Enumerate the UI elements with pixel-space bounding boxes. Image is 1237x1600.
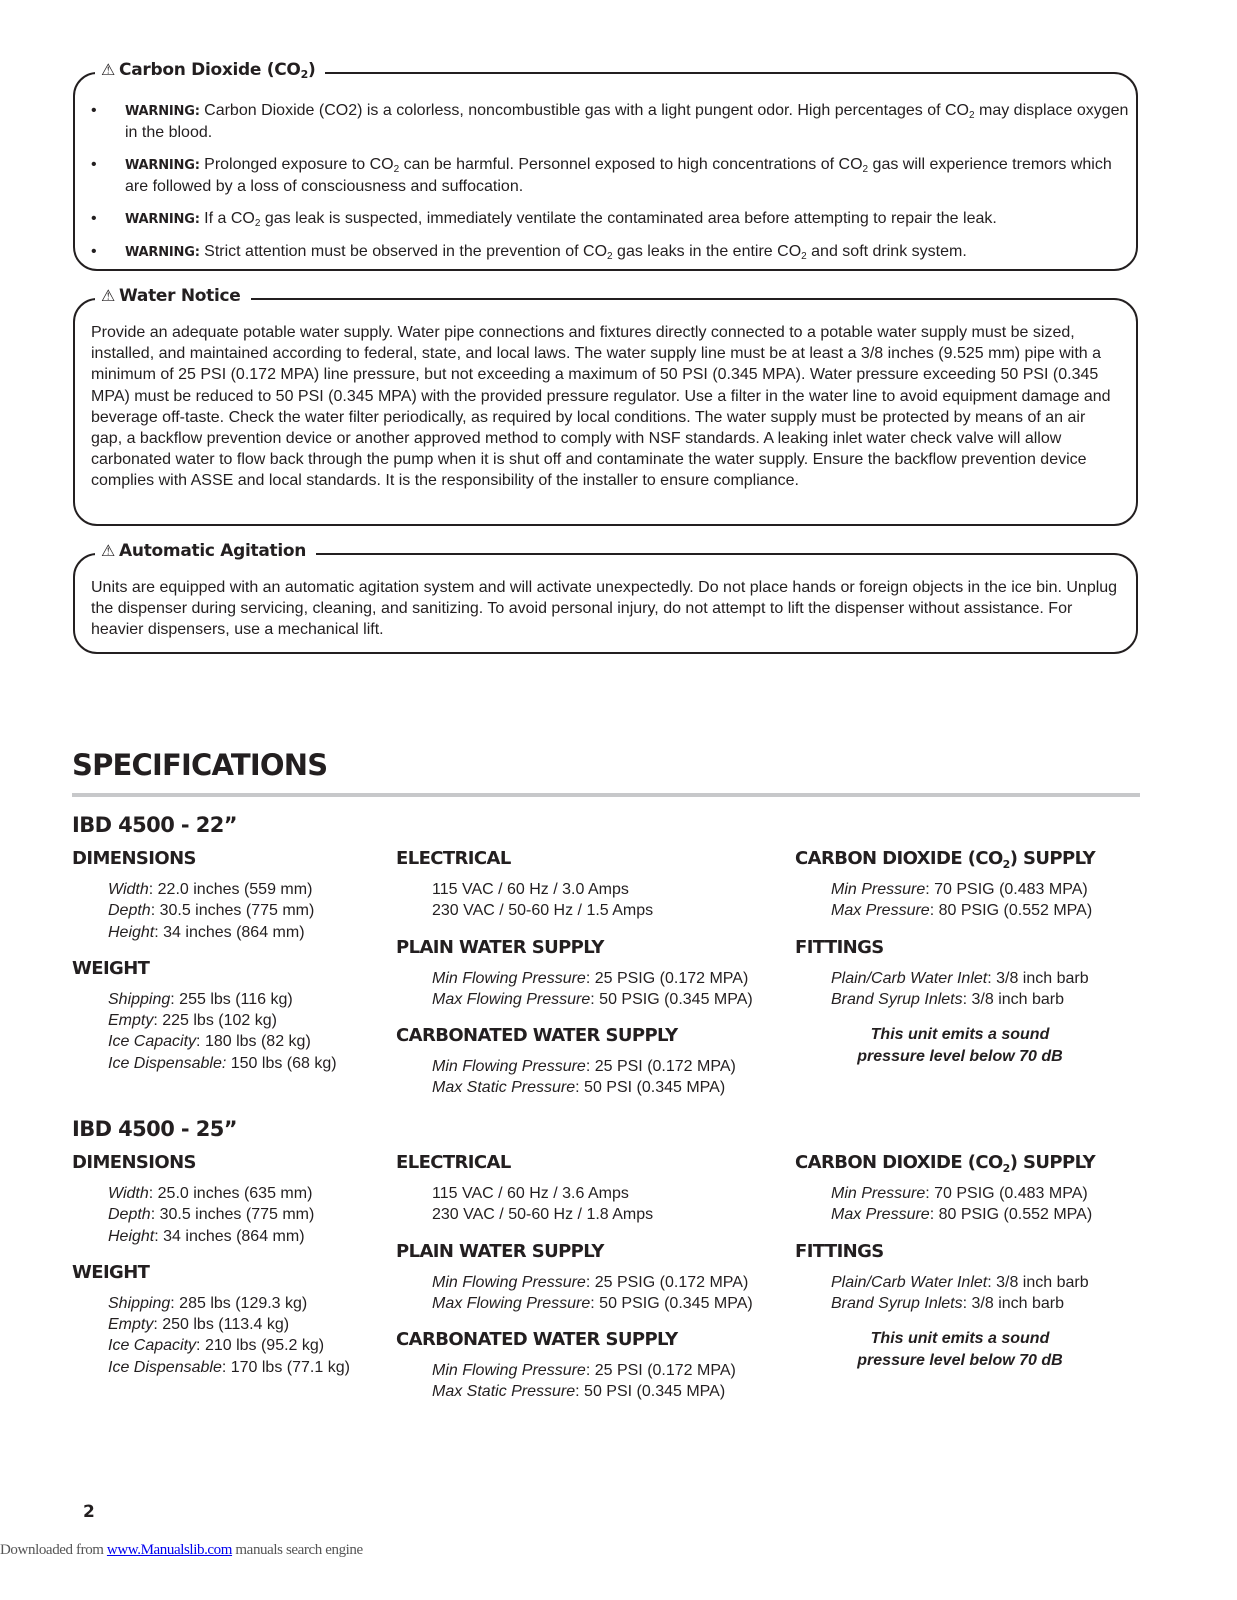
- section-divider: [72, 793, 1140, 797]
- co2-notice-box: [73, 60, 1138, 271]
- warning-item: • WARNING: If a $CO_2$ gas leak is suspected, immediately ventilate the contaminated area before attempting to repair the leak.: [91, 210, 997, 229]
- co2-supply-list: Min Pressure: 70 PSIG (0.483 MPA) Max Pressure: 80 PSIG (0.552 MPA): [831, 1185, 1093, 1224]
- electrical-water-column: [396, 1151, 796, 1417]
- weight-heading: WEIGHT: [72, 957, 150, 979]
- manualslib-link[interactable]: www.Manualslib.com: [106, 1542, 233, 1558]
- plain-water-heading: PLAIN WATER SUPPLY: [396, 936, 604, 958]
- specifications-heading: SPECIFICATIONS: [72, 748, 328, 782]
- model-title: IBD 4500 - 22”: [72, 813, 237, 837]
- weight-heading: WEIGHT: [72, 1261, 150, 1283]
- carbonated-water-heading: CARBONATED WATER SUPPLY: [396, 1329, 678, 1351]
- co2-supply-heading: CARBON DIOXIDE $(CO_2)$ SUPPLY: [795, 1152, 1096, 1175]
- agitation-notice-text: Units are equipped with an automatic agitation system and will activate unexpectedly. Do not place hands or foreign objects in the ice bin. Unplug the dispenser during servicing, cleaning, and sanitizing. To avoid personal injury, do not attempt to lift the dispenser without assistance. For heavier dispensers, use a mechanical lift.: [91, 579, 1118, 639]
- warning-icon: ⚠: [101, 286, 116, 305]
- water-notice-box: [73, 286, 1138, 526]
- co2-fittings-column: [795, 1151, 1195, 1372]
- warning-item: • WARNING: Strict attention must be observed in the prevention of $CO_2$ gas leaks in the entire $CO_2$ and soft drink system.: [91, 243, 967, 262]
- electrical-list: 115 VAC / 60 Hz / 3.0 Amps 230 VAC / 50-60 Hz / 1.5 Amps: [432, 881, 654, 920]
- download-footer: Downloaded from www.Manualslib.com manuals search engine: [0, 1542, 363, 1558]
- plain-water-list: Min Flowing Pressure: 25 PSIG (0.172 MPA) Max Flowing Pressure: 50 PSIG (0.345 MPA): [432, 969, 753, 1008]
- plain-water-heading: PLAIN WATER SUPPLY: [396, 1240, 604, 1262]
- carbonated-water-list: Min Flowing Pressure: 25 PSI (0.172 MPA) Max Static Pressure: 50 PSI (0.345 MPA): [432, 1058, 736, 1097]
- electrical-water-column: [396, 847, 796, 1113]
- carbonated-water-heading: CARBONATED WATER SUPPLY: [396, 1025, 678, 1047]
- water-notice-title: ⚠ Water Notice: [95, 284, 251, 308]
- model-title: IBD 4500 - 25”: [72, 1117, 237, 1141]
- dimensions-heading: DIMENSIONS: [72, 1152, 196, 1173]
- dimensions-list: Width: 22.0 inches (559 mm) Depth: 30.5 inches (775 mm) Height: 34 inches (864 mm): [108, 881, 315, 941]
- dimensions-heading: DIMENSIONS: [72, 848, 196, 869]
- dimensions-list: Width: 25.0 inches (635 mm) Depth: 30.5 inches (775 mm) Height: 34 inches (864 mm): [108, 1185, 315, 1245]
- co2-notice-title: ⚠ Carbon Dioxide $(CO_2)$: [95, 58, 325, 82]
- weight-list: Shipping: 285 lbs (129.3 kg) Empty: 250 lbs (113.4 kg) Ice Capacity: 210 lbs (95.2 kg) Ice Dispensable: 170 lbs (77.1 kg): [108, 1294, 350, 1376]
- carbonated-water-list: Min Flowing Pressure: 25 PSI (0.172 MPA) Max Static Pressure: 50 PSI (0.345 MPA): [432, 1362, 736, 1401]
- electrical-list: 115 VAC / 60 Hz / 3.6 Amps 230 VAC / 50-60 Hz / 1.8 Amps: [432, 1185, 654, 1224]
- fittings-heading: FITTINGS: [795, 1240, 884, 1262]
- water-notice-text: Provide an adequate potable water supply. Water pipe connections and fixtures directly connected to a potable water supply must be sized, installed, and maintained according to federal, state, and local laws. The water supply line must be at least a 3/8 inches (9.525 mm) pipe with a minimum of 25 PSI (0.172 MPA) line pressure, but not exceeding a maximum of 50 PSI (0.345 MPA). Water pressure exceeding 50 PSI (0.345 MPA) must be reduced to 50 PSI (0.345 MPA) with the provided pressure regulator. Use a filter in the water line to avoid equipment damage and beverage off-taste. Check the water filter periodically, as required by local conditions. The water supply must be protected by means of an air gap, a backflow prevention device or another approved method to comply with NSF standards. A leaking inlet water check valve will allow carbonated water to flow back through the pump when it is shut off and contaminate the water supply. Ensure the backflow prevention device complies with ASSE and local standards. It is the responsibility of the installer to ensure compliance.: [91, 324, 1111, 490]
- warning-icon: ⚠: [101, 541, 116, 560]
- plain-water-list: Min Flowing Pressure: 25 PSIG (0.172 MPA) Max Flowing Pressure: 50 PSIG (0.345 MPA): [432, 1273, 753, 1312]
- fittings-list: Plain/Carb Water Inlet: 3/8 inch barb Brand Syrup Inlets: 3/8 inch barb: [831, 1273, 1089, 1312]
- page-number: 2: [83, 1502, 95, 1522]
- co2-supply-list: Min Pressure: 70 PSIG (0.483 MPA) Max Pressure: 80 PSIG (0.552 MPA): [831, 881, 1093, 920]
- co2-fittings-column: [795, 847, 1195, 1068]
- warning-item: • WARNING: Carbon Dioxide (CO2) is a colorless, noncombustible gas with a light pungent odor. High percentages of $CO_2$ may displace oxygen in the blood.: [91, 102, 1129, 141]
- fittings-list: Plain/Carb Water Inlet: 3/8 inch barb Brand Syrup Inlets: 3/8 inch barb: [831, 969, 1089, 1008]
- electrical-heading: ELECTRICAL: [396, 848, 511, 869]
- sound-level-note: This unit emits a sound pressure level below 70 dB: [857, 1026, 1063, 1066]
- agitation-notice-box: [73, 541, 1138, 654]
- fittings-heading: FITTINGS: [795, 936, 884, 958]
- warning-item: • WARNING: Prolonged exposure to $CO_2$ can be harmful. Personnel exposed to high concentrations of $CO_2$ gas will experience tremors which are followed by a loss of consciousness and suffocation.: [91, 156, 1112, 195]
- agitation-notice-title: ⚠ Automatic Agitation: [95, 539, 316, 563]
- electrical-heading: ELECTRICAL: [396, 1152, 511, 1173]
- co2-warning-list: [75, 74, 1136, 263]
- sound-level-note: This unit emits a sound pressure level below 70 dB: [857, 1330, 1063, 1370]
- warning-icon: ⚠: [101, 60, 116, 79]
- weight-list: Shipping: 255 lbs (116 kg) Empty: 225 lbs (102 kg) Ice Capacity: 180 lbs (82 kg) Ice Dispensable: 150 lbs (68 kg): [108, 990, 337, 1072]
- co2-supply-heading: CARBON DIOXIDE $(CO_2)$ SUPPLY: [795, 848, 1096, 871]
